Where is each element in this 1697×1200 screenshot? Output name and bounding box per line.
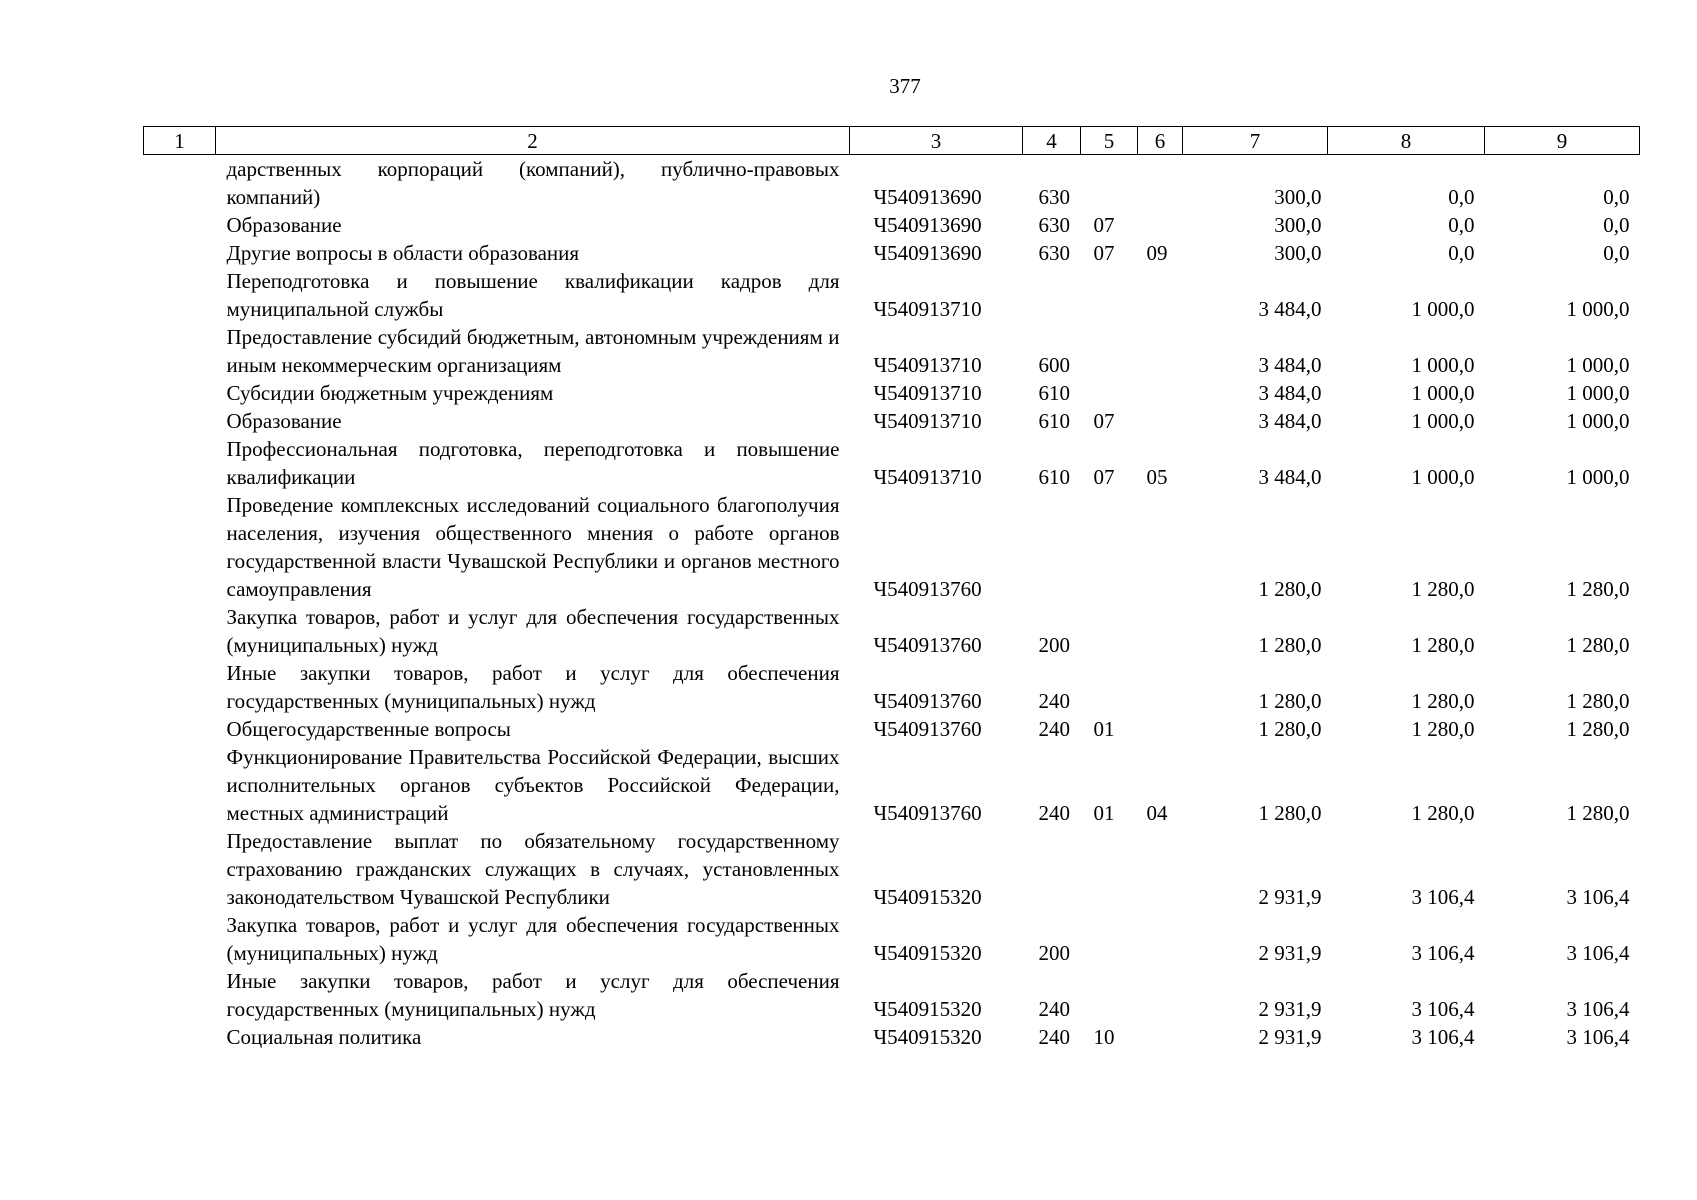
col1-cell <box>144 827 216 911</box>
expense-type: 200 <box>1038 941 1070 965</box>
table-row <box>144 659 1640 715</box>
item-name: Закупка товаров, работ и услуг для обеспечения государственных (муниципальных) нужд <box>226 913 840 965</box>
item-name: Субсидии бюджетным учреждениям <box>226 381 554 405</box>
target-code: Ч540915320 <box>873 997 982 1021</box>
section-code <box>1081 155 1138 212</box>
amount-col7: 1 280,0 <box>1258 717 1322 741</box>
subsection-code: 05 <box>1146 465 1168 489</box>
amount-col9: 1 280,0 <box>1566 689 1630 713</box>
item-name: Функционирование Правительства Российской Федерации, высших исполнительных органов субъектов Российской Федерации, местных администраций <box>226 745 840 825</box>
amount-col8: 3 106,4 <box>1411 885 1475 909</box>
col1-cell <box>144 743 216 827</box>
amount-col7: 2 931,9 <box>1258 941 1322 965</box>
section-code <box>1081 911 1138 967</box>
amount-col8: 3 106,4 <box>1411 1025 1475 1049</box>
subsection-code <box>1138 827 1183 911</box>
amount-col8: 1 000,0 <box>1411 353 1475 377</box>
item-name: Общегосударственные вопросы <box>226 717 511 741</box>
target-code: Ч540915320 <box>873 941 982 965</box>
column-header-8: 8 <box>1328 127 1485 155</box>
section-code <box>1081 379 1138 407</box>
subsection-code <box>1138 491 1183 603</box>
table-row <box>144 603 1640 659</box>
item-name: Образование <box>226 409 342 433</box>
subsection-code <box>1138 967 1183 1023</box>
amount-col8: 1 280,0 <box>1411 801 1475 825</box>
table-row <box>144 267 1640 323</box>
table-body <box>144 155 1640 1052</box>
amount-col9: 3 106,4 <box>1566 885 1630 909</box>
expense-type <box>1023 491 1081 603</box>
amount-col8: 1 280,0 <box>1411 689 1475 713</box>
amount-col7: 300,0 <box>1274 213 1322 237</box>
col1-cell <box>144 911 216 967</box>
subsection-code <box>1138 659 1183 715</box>
subsection-code <box>1138 211 1183 239</box>
target-code: Ч540913690 <box>873 185 982 209</box>
item-name: Образование <box>226 213 342 237</box>
target-code: Ч540913760 <box>873 801 982 825</box>
target-code: Ч540913690 <box>873 241 982 265</box>
amount-col9: 3 106,4 <box>1566 1025 1630 1049</box>
item-name: Закупка товаров, работ и услуг для обеспечения государственных (муниципальных) нужд <box>226 605 840 657</box>
amount-col7: 1 280,0 <box>1258 633 1322 657</box>
column-header-3: 3 <box>850 127 1023 155</box>
col1-cell <box>144 239 216 267</box>
item-name: Иные закупки товаров, работ и услуг для обеспечения государственных (муниципальных) нужд <box>226 661 840 713</box>
amount-col7: 3 484,0 <box>1258 353 1322 377</box>
amount-col8: 3 106,4 <box>1411 941 1475 965</box>
amount-col7: 300,0 <box>1274 241 1322 265</box>
amount-col9: 1 280,0 <box>1566 801 1630 825</box>
expense-type: 600 <box>1038 353 1070 377</box>
column-header-5: 5 <box>1081 127 1138 155</box>
section-code: 10 <box>1093 1025 1115 1049</box>
column-header-9: 9 <box>1485 127 1640 155</box>
subsection-code: 09 <box>1146 241 1168 265</box>
table-row <box>144 155 1640 212</box>
table-row <box>144 491 1640 603</box>
section-code <box>1081 267 1138 323</box>
expense-type: 610 <box>1038 465 1070 489</box>
section-code: 07 <box>1093 465 1115 489</box>
amount-col7: 3 484,0 <box>1258 297 1322 321</box>
target-code: Ч540913710 <box>873 381 982 405</box>
amount-col8: 1 280,0 <box>1411 717 1475 741</box>
amount-col9: 1 000,0 <box>1566 465 1630 489</box>
table-row <box>144 211 1640 239</box>
item-name: дарственных корпораций (компаний), публично-правовых компаний) <box>226 157 840 209</box>
table-row <box>144 743 1640 827</box>
amount-col9: 1 000,0 <box>1566 353 1630 377</box>
amount-col9: 0,0 <box>1603 185 1630 209</box>
table-row <box>144 435 1640 491</box>
table-row <box>144 1023 1640 1051</box>
col1-cell <box>144 155 216 212</box>
section-code: 01 <box>1093 717 1115 741</box>
target-code: Ч540913760 <box>873 633 982 657</box>
header-row <box>144 127 1640 155</box>
subsection-code <box>1138 155 1183 212</box>
column-header-2: 2 <box>216 127 850 155</box>
amount-col7: 2 931,9 <box>1258 885 1322 909</box>
expense-type: 240 <box>1038 1025 1070 1049</box>
section-code <box>1081 491 1138 603</box>
column-header-7: 7 <box>1183 127 1328 155</box>
expense-type: 240 <box>1038 689 1070 713</box>
expense-type: 610 <box>1038 381 1070 405</box>
subsection-code <box>1138 1023 1183 1051</box>
amount-col7: 1 280,0 <box>1258 801 1322 825</box>
col1-cell <box>144 967 216 1023</box>
col1-cell <box>144 323 216 379</box>
expense-type: 240 <box>1038 801 1070 825</box>
amount-col7: 1 280,0 <box>1258 689 1322 713</box>
amount-col9: 1 000,0 <box>1566 381 1630 405</box>
amount-col8: 0,0 <box>1448 241 1475 265</box>
table-row <box>144 379 1640 407</box>
target-code: Ч540915320 <box>873 1025 982 1049</box>
amount-col7: 1 280,0 <box>1258 577 1322 601</box>
target-code: Ч540913710 <box>873 297 982 321</box>
amount-col9: 3 106,4 <box>1566 997 1630 1021</box>
col1-cell <box>144 603 216 659</box>
amount-col9: 1 000,0 <box>1566 297 1630 321</box>
target-code: Ч540913760 <box>873 689 982 713</box>
col1-cell <box>144 407 216 435</box>
column-header-1: 1 <box>144 127 216 155</box>
amount-col7: 3 484,0 <box>1258 409 1322 433</box>
expense-type <box>1023 827 1081 911</box>
target-code: Ч540913710 <box>873 353 982 377</box>
subsection-code <box>1138 323 1183 379</box>
item-name: Другие вопросы в области образования <box>226 241 580 265</box>
table-row <box>144 911 1640 967</box>
item-name: Проведение комплексных исследований социального благополучия населения, изучения общественного мнения о работе органов государственной власти Чувашской Республики и органов местного самоуправления <box>226 493 840 601</box>
subsection-code <box>1138 603 1183 659</box>
amount-col8: 1 000,0 <box>1411 409 1475 433</box>
expense-type: 240 <box>1038 717 1070 741</box>
expense-type: 630 <box>1038 185 1070 209</box>
table-header <box>144 127 1640 155</box>
amount-col8: 0,0 <box>1448 185 1475 209</box>
subsection-code <box>1138 715 1183 743</box>
table-row <box>144 967 1640 1023</box>
item-name: Иные закупки товаров, работ и услуг для обеспечения государственных (муниципальных) нужд <box>226 969 840 1021</box>
target-code: Ч540915320 <box>873 885 982 909</box>
section-code <box>1081 659 1138 715</box>
col1-cell <box>144 379 216 407</box>
col1-cell <box>144 1023 216 1051</box>
expense-type: 630 <box>1038 213 1070 237</box>
amount-col7: 300,0 <box>1274 185 1322 209</box>
amount-col9: 1 280,0 <box>1566 717 1630 741</box>
table-row <box>144 407 1640 435</box>
col1-cell <box>144 659 216 715</box>
subsection-code <box>1138 379 1183 407</box>
subsection-code <box>1138 911 1183 967</box>
expense-type: 240 <box>1038 997 1070 1021</box>
col1-cell <box>144 715 216 743</box>
target-code: Ч540913710 <box>873 465 982 489</box>
section-code: 07 <box>1093 241 1115 265</box>
col1-cell <box>144 211 216 239</box>
amount-col7: 2 931,9 <box>1258 997 1322 1021</box>
amount-col8: 3 106,4 <box>1411 997 1475 1021</box>
amount-col9: 1 000,0 <box>1566 409 1630 433</box>
expense-type: 200 <box>1038 633 1070 657</box>
section-code: 01 <box>1093 801 1115 825</box>
amount-col9: 1 280,0 <box>1566 577 1630 601</box>
table-row <box>144 827 1640 911</box>
amount-col7: 3 484,0 <box>1258 465 1322 489</box>
expense-type: 610 <box>1038 409 1070 433</box>
subsection-code <box>1138 267 1183 323</box>
column-header-4: 4 <box>1023 127 1081 155</box>
section-code <box>1081 603 1138 659</box>
item-name: Профессиональная подготовка, переподготовка и повышение квалификации <box>226 437 840 489</box>
amount-col9: 3 106,4 <box>1566 941 1630 965</box>
amount-col8: 1 000,0 <box>1411 381 1475 405</box>
amount-col8: 1 000,0 <box>1411 465 1475 489</box>
col1-cell <box>144 267 216 323</box>
target-code: Ч540913760 <box>873 577 982 601</box>
col1-cell <box>144 491 216 603</box>
table-row <box>144 715 1640 743</box>
section-code: 07 <box>1093 409 1115 433</box>
amount-col8: 1 000,0 <box>1411 297 1475 321</box>
table-row <box>144 323 1640 379</box>
amount-col8: 1 280,0 <box>1411 633 1475 657</box>
subsection-code <box>1138 407 1183 435</box>
table-row <box>144 239 1640 267</box>
amount-col7: 2 931,9 <box>1258 1025 1322 1049</box>
page-number: 377 <box>889 74 921 98</box>
item-name: Предоставление выплат по обязательному государственному страхованию гражданских служащих в случаях, установленных законодательством Чувашской Республики <box>226 829 840 909</box>
amount-col9: 0,0 <box>1603 241 1630 265</box>
section-code <box>1081 827 1138 911</box>
item-name: Переподготовка и повышение квалификации кадров для муниципальной службы <box>226 269 840 321</box>
amount-col8: 0,0 <box>1448 213 1475 237</box>
item-name: Предоставление субсидий бюджетным, автономным учреждениям и иным некоммерческим организациям <box>226 325 840 377</box>
section-code <box>1081 967 1138 1023</box>
expense-type <box>1023 267 1081 323</box>
target-code: Ч540913760 <box>873 717 982 741</box>
amount-col7: 3 484,0 <box>1258 381 1322 405</box>
amount-col8: 1 280,0 <box>1411 577 1475 601</box>
item-name: Социальная политика <box>226 1025 422 1049</box>
budget-table <box>143 126 1640 1051</box>
amount-col9: 1 280,0 <box>1566 633 1630 657</box>
target-code: Ч540913710 <box>873 409 982 433</box>
column-header-6: 6 <box>1138 127 1183 155</box>
col1-cell <box>144 435 216 491</box>
section-code <box>1081 323 1138 379</box>
expense-type: 630 <box>1038 241 1070 265</box>
target-code: Ч540913690 <box>873 213 982 237</box>
subsection-code: 04 <box>1146 801 1168 825</box>
section-code: 07 <box>1093 213 1115 237</box>
amount-col9: 0,0 <box>1603 213 1630 237</box>
